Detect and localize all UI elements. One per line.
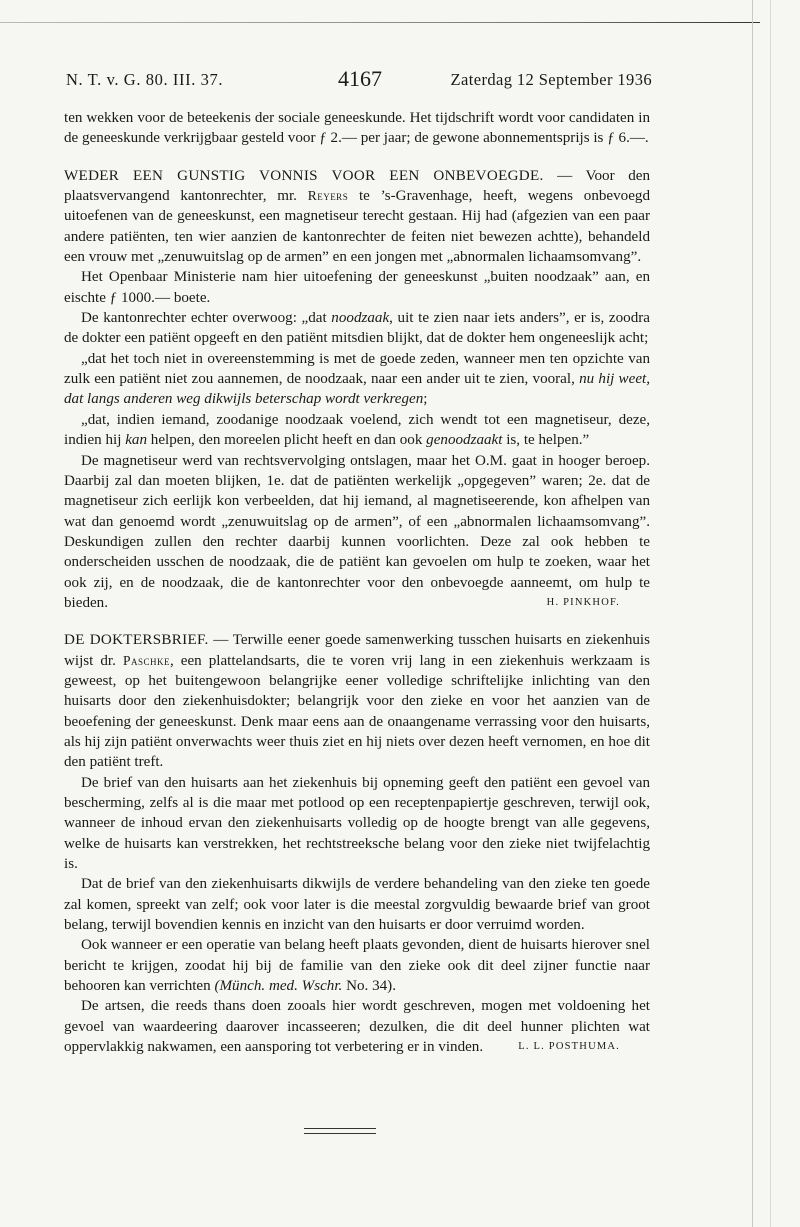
person-name: Paschke: [122, 652, 170, 668]
article-paragraph: De kantonrechter echter overwoog: „dat noodzaak, uit te zien naar iets anders”, er is, zoodra de dokter een patiënt opgeeft en den patiënt mitsdien blijkt, dat de dokter hem ongeneeslijk acht;: [64, 310, 651, 347]
journal-reference: N. T. v. G. 80. III. 37.: [66, 70, 224, 89]
article-paragraph: DE DOKTERSBRIEF. — Terwille eener goede samenwerking tusschen huisarts en ziekenhuis wijst dr. Paschke, een plattelandsarts, die te voren vrij lang in een ziekenhuis werkzaam is geweest, op het buitengewoon belangrijke eener volledige schriftelijke inlichting van den huisarts door den ziekenhuisdokter; belangrijk voor den zieke en voor het aanzien van de beoefening der geneeskunst. Denk maar eens aan de onaangename verrassing voor den huisarts, als hij zijn patiënt onverwachts weer thuis ziet en hij niets over dezen heeft vernomen, en hoe dit den patiënt treft.: [64, 632, 650, 771]
article-paragraph: Ook wanneer er een operatie van belang heeft plaats gevonden, dient de huisarts hierover snel bericht te krijgen, zoodat hij bij de familie van den zieke ook dit deel zijner functie naar behooren kan verrichten (Münch. med. Wschr. No. 34).: [64, 937, 650, 995]
page-number: 4167: [338, 66, 382, 91]
page-edge-line: [752, 0, 753, 1227]
article-paragraph: WEDER EEN GUNSTIG VONNIS VOOR EEN ONBEVOEGDE. — Voor den plaatsvervangend kantonrechter, mr. Reyers te ’s-Gravenhage, heeft, wegens onbevoegd uitoefenen van de geneeskunst, een magnetiseur terecht gestaan. Hij had (afgezien van een paar andere patiënten, ten wier aanzien de kantonrechter de feiten niet bewezen achtte), behandeld een vrouw met „zenuwuitslag op de armen” en een jongen met „abnormalen lichaamsomvang”.: [64, 167, 650, 266]
article-paragraph: „dat, indien iemand, zoodanige noodzaak voelend, zich wendt tot een magnetiseur, deze, indien hij kan helpen, den moreelen plicht heeft en dan ook genoodzaakt is, te helpen.”: [64, 411, 650, 449]
issue-date: Zaterdag 12 September 1936: [450, 70, 652, 89]
article-heading: WEDER EEN GUNSTIG VONNIS VOOR EEN ONBEVOEGDE.: [64, 167, 544, 184]
author-signature: H. PINKHOF.: [546, 597, 620, 609]
article-paragraph: De artsen, die reeds thans doen zooals hier wordt geschreven, mogen met voldoening het gevoel van waardeering daarover incasseeren; dezulken, die dit deel hunner plichten wat oppervlakkig nakwamen, een aansporing tot verbetering er in vinden.: [64, 998, 650, 1056]
end-double-rule: [304, 1128, 376, 1134]
article-paragraph: De brief van den huisarts aan het ziekenhuis bij opneming geeft den patiënt een gevoel van bescherming, zelfs al is die maar met potlood op een receptenpapiertje geschreven, terwijl ook, wanneer de inhoud ervan den ziekenhuisarts volledig op de hoogte brengt van alle gegevens, welke de huisarts kan verstrekken, het rechtstreeksche belang voor den zieke niet twijfelachtig is.: [64, 774, 650, 873]
article-paragraph: Het Openbaar Ministerie nam hier uitoefening der geneeskunst „buiten noodzaak” aan, en eischte ƒ 1000.— boete.: [64, 269, 650, 306]
author-signature: L. L. POSTHUMA.: [518, 1041, 620, 1053]
article-body: [64, 108, 650, 1057]
article-paragraph: Dat de brief van den ziekenhuisarts dikwijls de verdere behandeling van den zieke ten goede zal komen, spreekt van zelf; ook voor later is die meestal zorgvuldig bewaarde brief van groot belang, terwijl bovendien kennis en inzicht van den huisarts er door verruimd worden.: [64, 876, 650, 934]
article-paragraph: De magnetiseur werd van rechtsvervolging ontslagen, maar het O.M. gaat in hooger beroep. Daarbij zal dan moeten blijken, 1e. dat de patiënten werkelijk „opgegeven” waren; 2e. dat de magnetiseur zich eerlijk kon verbeelden, dat hij iemand, al magnetiseerende, kon afhelpen van wat dan genoemd wordt „zenuwuitslag op de armen”, of een „abnormalen lichaamsomvang”. Deskundigen zullen den rechter daarbij kunnen voorlichten. Deze zal ook hebben te onderscheiden usschen de noodzaak, die de patiënt kan gevoelen om hulp te zoeken, waar het ook zij, en de noodzaak, die de kantonrechter voor den onbevoegde aanneemt, om hulp te bieden.: [64, 452, 650, 611]
running-header: [66, 66, 652, 92]
page-edge-line: [770, 0, 771, 1227]
intro-paragraph: ten wekken voor de beteekenis der sociale geneeskunde. Het tijdschrift wordt voor candidaten in de geneeskunde verkrijgbaar gesteld voor ƒ 2.— per jaar; de gewone abonnementsprijs is ƒ 6.—.: [64, 110, 650, 147]
person-name: Reyers: [307, 188, 349, 204]
article-heading: DE DOKTERSBRIEF.: [64, 632, 209, 649]
article-paragraph: „dat het toch niet in overeenstemming is met de goede zeden, wanneer men ten opzichte van zulk een patiënt niet zou aannemen, de noodzaak, naar een ander uit te zien, vooral, nu hij weet, dat langs anderen weg dikwijls beterschap wordt verkregen;: [64, 350, 650, 408]
top-edge-rule: [0, 22, 760, 23]
